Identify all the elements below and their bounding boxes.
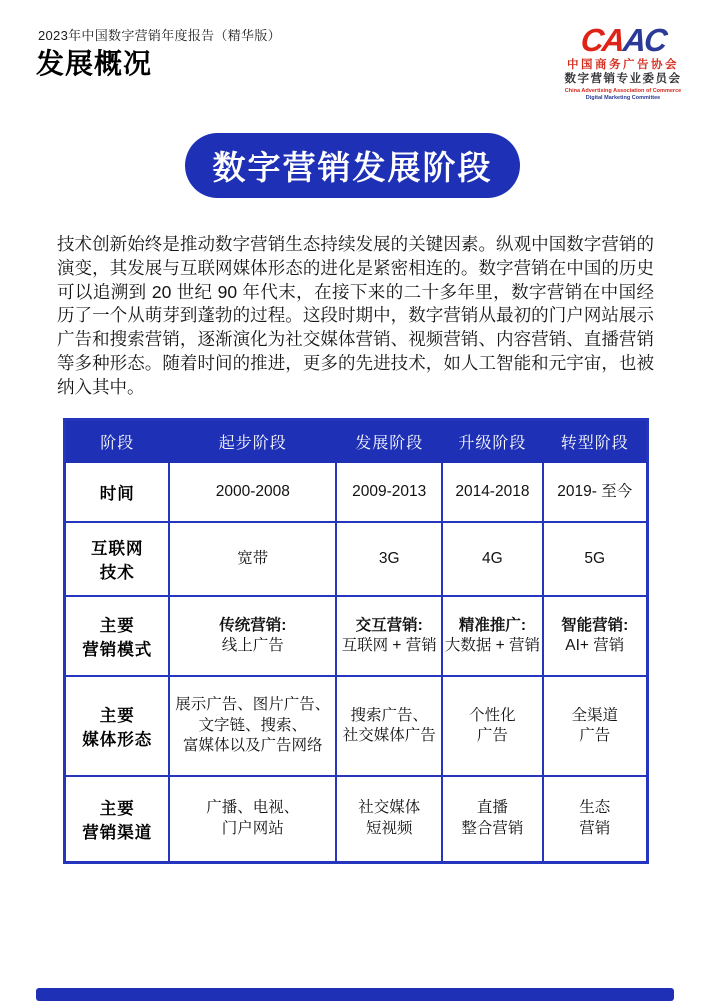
logo-committee-name-cn: 数字营销专业委员会 — [564, 73, 682, 86]
table-cell: 2000-2008 — [169, 462, 336, 522]
table-row — [65, 522, 648, 596]
logo-org-name-en: China Advertising Association of Commerce — [564, 88, 682, 95]
logo-committee-name-en: Digital Marketing Committee — [585, 95, 661, 102]
intro-paragraph: 技术创新始终是推动数字营销生态持续发展的关键因素。纵观中国数字营销的演变，其发展与互联网媒体形态的进化是紧密相连的。数字营销在中国的历史可以追溯到 20 世纪 90 年代末，在接下来的二十多年里，数字营销在中国经历了一个从萌芽到蓬勃的过程。这段时期中，数字营销从最初的门户网站展示广告和搜索营销，逐渐演化为社交媒体营销、视频营销、内容营销、直播营销等多种形态。随着时间的推进，更多的先进技术，如人工智能和元宇宙，也被纳入其中。 — [57, 234, 654, 397]
stage-table — [63, 418, 649, 864]
stage-table-body — [65, 462, 648, 862]
caac-wordmark — [579, 24, 667, 56]
caac-wordmark-blue: AC — [621, 22, 668, 58]
row-label: 互联网 技术 — [65, 522, 170, 596]
row-label: 时间 — [65, 462, 170, 522]
section-banner — [185, 133, 520, 198]
table-cell: 智能营销: AI+ 营销 — [543, 596, 648, 676]
table-cell: 5G — [543, 522, 648, 596]
table-row — [65, 596, 648, 676]
table-cell: 社交媒体 短视频 — [336, 776, 442, 862]
column-header: 发展阶段 — [336, 420, 442, 463]
table-cell: 精准推广: 大数据 + 营销 — [442, 596, 542, 676]
row-label: 主要 媒体形态 — [65, 676, 170, 776]
header-row — [65, 420, 648, 463]
table-cell: 2019- 至今 — [543, 462, 648, 522]
table-cell: 展示广告、图片广告、 文字链、搜索、 富媒体以及广告网络 — [169, 676, 336, 776]
table-cell: 全渠道 广告 — [543, 676, 648, 776]
table-cell: 传统营销: 线上广告 — [169, 596, 336, 676]
logo-org-name-cn: 中国商务广告协会 — [567, 59, 679, 71]
caac-logo — [552, 24, 694, 102]
table-row — [65, 776, 648, 862]
row-label: 主要 营销渠道 — [65, 776, 170, 862]
table-cell: 2009-2013 — [336, 462, 442, 522]
column-header: 转型阶段 — [543, 420, 648, 463]
table-cell: 直播 整合营销 — [442, 776, 542, 862]
table-row — [65, 676, 648, 776]
table-cell: 生态 营销 — [543, 776, 648, 862]
report-label: 2023年中国数字营销年度报告（精华版） — [38, 28, 281, 43]
table-cell: 个性化 广告 — [442, 676, 542, 776]
row-label: 主要 营销模式 — [65, 596, 170, 676]
column-header: 阶段 — [65, 420, 170, 463]
table-cell: 搜索广告、 社交媒体广告 — [336, 676, 442, 776]
footer-bar — [36, 988, 674, 1001]
table-cell: 宽带 — [169, 522, 336, 596]
table-cell: 4G — [442, 522, 542, 596]
column-header: 升级阶段 — [442, 420, 542, 463]
caac-wordmark-red: CA — [578, 22, 625, 58]
table-cell: 广播、电视、 门户网站 — [169, 776, 336, 862]
table-cell: 交互营销: 互联网 + 营销 — [336, 596, 442, 676]
page-title: 发展概况 — [36, 48, 153, 79]
banner-title: 数字营销发展阶段 — [212, 149, 493, 186]
table-cell: 3G — [336, 522, 442, 596]
table-row — [65, 462, 648, 522]
stage-table-header — [65, 420, 648, 463]
column-header: 起步阶段 — [169, 420, 336, 463]
table-cell: 2014-2018 — [442, 462, 542, 522]
